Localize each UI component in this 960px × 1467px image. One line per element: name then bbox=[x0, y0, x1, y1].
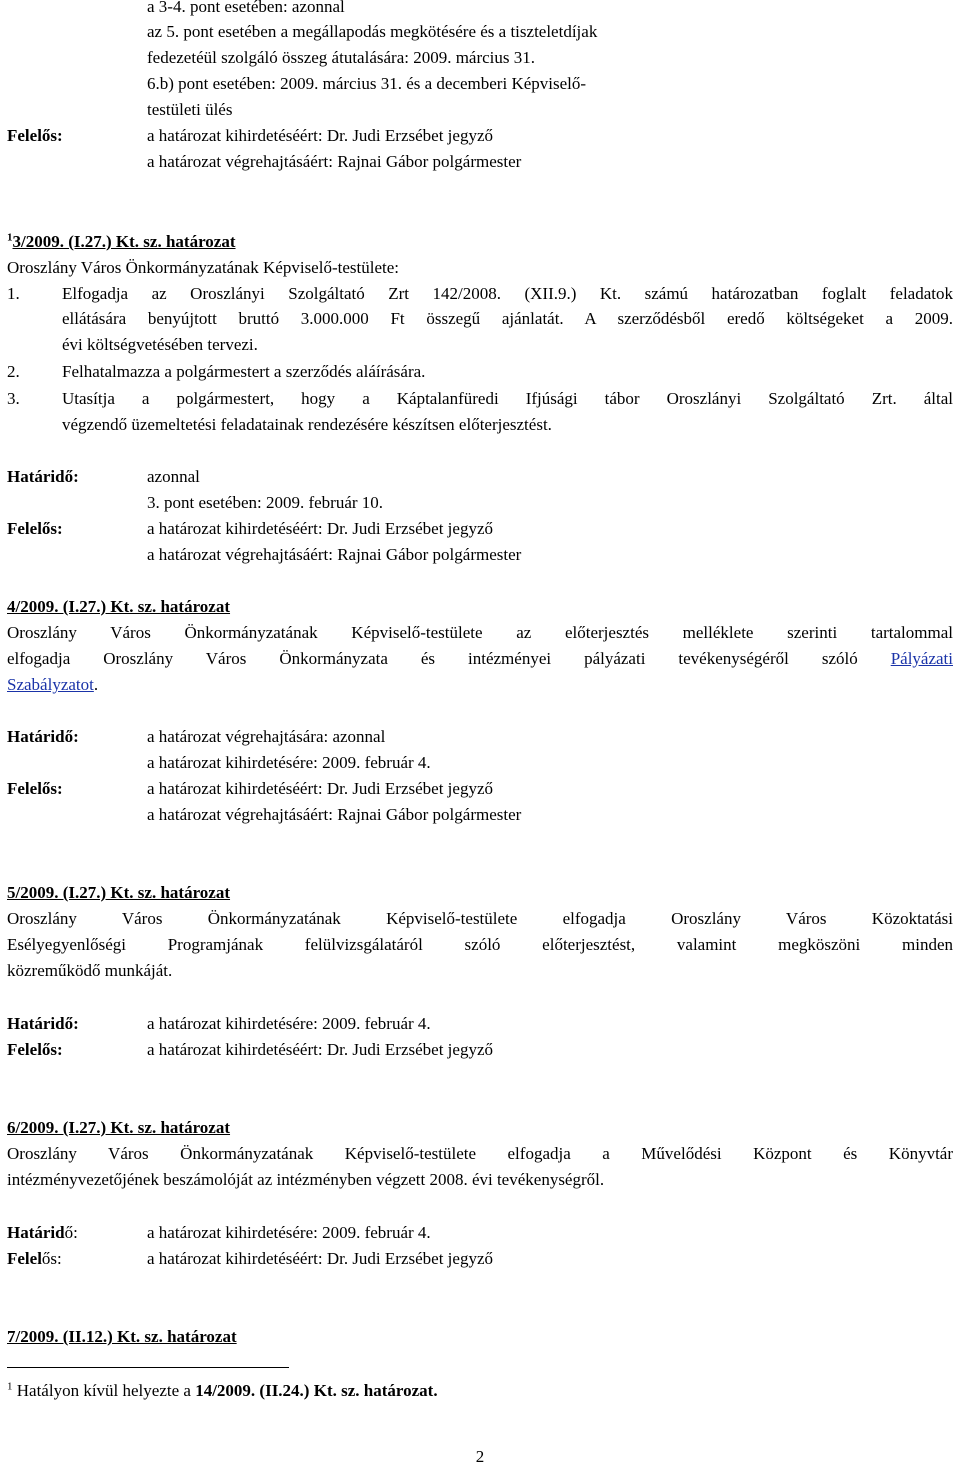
resolution-6-hatarido-label-bold: Határid bbox=[7, 1223, 65, 1242]
resolution-5-felelos-label: Felelős: bbox=[7, 1040, 63, 1059]
resolution-5-body-line1: Oroszlány Város Önkormányzatának Képviselő-testülete elfogadja Oroszlány Város Közoktatási bbox=[7, 909, 953, 928]
document-page bbox=[7, 0, 953, 1465]
resolution-5-hatarido-label: Határidő: bbox=[7, 1014, 79, 1033]
resolution-3-title bbox=[7, 232, 236, 252]
resolution-3-item2-num: 2. bbox=[7, 362, 20, 381]
resolution-6-felelos: a határozat kihirdetéséért: Dr. Judi Erzsébet jegyző bbox=[147, 1249, 493, 1268]
resolution-3-hatarido-label: Határidő: bbox=[7, 467, 79, 486]
resolution-3-felelos-label: Felelős: bbox=[7, 519, 63, 538]
footnote-text: Hatályon kívül helyezte a bbox=[12, 1381, 196, 1400]
resolution-3-item1-line1: Elfogadja az Oroszlányi Szolgáltató Zrt 142/2008. (XII.9.) Kt. számú határozatban foglalt feladatok bbox=[62, 284, 953, 303]
top-line-3: fedezetéül szolgáló összeg átutalására: 2009. március 31. bbox=[147, 48, 536, 67]
footnote-ref[interactable]: 1 bbox=[7, 231, 13, 244]
resolution-5-felelos: a határozat kihirdetéséért: Dr. Judi Erzsébet jegyző bbox=[147, 1040, 493, 1059]
resolution-5-hatarido: a határozat kihirdetésére: 2009. február 4. bbox=[147, 1014, 431, 1033]
resolution-6-hatarido-label bbox=[7, 1223, 78, 1243]
resolution-6-body-line1: Oroszlány Város Önkormányzatának Képviselő-testülete elfogadja a Művelődési Központ és Könyvtár bbox=[7, 1144, 953, 1163]
resolution-3-item2: Felhatalmazza a polgármestert a szerződés aláírására. bbox=[62, 362, 426, 381]
resolution-4-felelos-label: Felelős: bbox=[7, 779, 63, 798]
resolution-6-hatarido-label-rest: ő: bbox=[64, 1223, 78, 1242]
top-line-5: testületi ülés bbox=[147, 100, 233, 119]
resolution-6-felelos-label-bold: Felel bbox=[7, 1249, 42, 1268]
resolution-6-felelos-label bbox=[7, 1249, 62, 1269]
resolution-3-felelos-1: a határozat kihirdetéséért: Dr. Judi Erzsébet jegyző bbox=[147, 519, 493, 538]
resolution-3-title-text: 3/2009. (I.27.) Kt. sz. határozat bbox=[12, 232, 236, 251]
footnote-marker: 1 bbox=[7, 1380, 13, 1393]
top-felelos-label: Felelős: bbox=[7, 126, 63, 145]
resolution-3-item1-line3: évi költségvetésében tervezi. bbox=[62, 335, 258, 354]
resolution-4-felelos-2: a határozat végrehajtásáért: Rajnai Gábor polgármester bbox=[147, 805, 522, 824]
resolution-3-felelos-2: a határozat végrehajtásáért: Rajnai Gábor polgármester bbox=[147, 545, 522, 564]
resolution-3-hatarido-2: 3. pont esetében: 2009. február 10. bbox=[147, 493, 384, 512]
resolution-7-title: 7/2009. (II.12.) Kt. sz. határozat bbox=[7, 1327, 237, 1346]
resolution-4-hatarido-2: a határozat kihirdetésére: 2009. február 4. bbox=[147, 753, 431, 772]
resolution-3-intro: Oroszlány Város Önkormányzatának Képviselő-testülete: bbox=[7, 258, 399, 277]
top-felelos-1: a határozat kihirdetéséért: Dr. Judi Erzsébet jegyző bbox=[147, 126, 493, 145]
resolution-4-body-line3 bbox=[7, 675, 98, 695]
resolution-3-item1-line2: ellátására benyújtott bruttó 3.000.000 Ft összegű ajánlatát. A szerződésből eredő költségeket a 2009. bbox=[62, 309, 953, 328]
resolution-6-hatarido: a határozat kihirdetésére: 2009. február 4. bbox=[147, 1223, 431, 1242]
top-line-1: a 3-4. pont esetében: azonnal bbox=[147, 0, 345, 16]
resolution-5-body-line2: Esélyegyenlőségi Programjának felülvizsgálatáról szóló előterjesztést, valamint megköszöni minden bbox=[7, 935, 953, 954]
palyazati-szabalyzat-link-cont[interactable]: Szabályzatot bbox=[7, 675, 94, 694]
top-felelos-2: a határozat végrehajtásáért: Rajnai Gábor polgármester bbox=[147, 152, 522, 171]
resolution-4-body-end: . bbox=[93, 675, 99, 694]
resolution-5-body-line3: közreműködő munkáját. bbox=[7, 961, 173, 980]
resolution-3-item3-num: 3. bbox=[7, 389, 20, 408]
resolution-4-felelos-1: a határozat kihirdetéséért: Dr. Judi Erzsébet jegyző bbox=[147, 779, 493, 798]
resolution-6-felelos-label-rest: ős: bbox=[41, 1249, 62, 1268]
resolution-4-hatarido-1: a határozat végrehajtására: azonnal bbox=[147, 727, 386, 746]
resolution-3-hatarido-1: azonnal bbox=[147, 467, 200, 486]
resolution-4-body-line2 bbox=[7, 649, 953, 669]
resolution-6-body-line2: intézményvezetőjének beszámolóját az intézményben végzett 2008. évi tevékenységről. bbox=[7, 1170, 605, 1189]
resolution-4-body-line2-text: elfogadja Oroszlány Város Önkormányzata és intézményei pályázati tevékenységéről szóló bbox=[7, 649, 891, 668]
resolution-4-hatarido-label: Határidő: bbox=[7, 727, 79, 746]
resolution-3-item3-line2: végzendő üzemeltetési feladatainak rendezésére készítsen előterjesztést. bbox=[62, 415, 552, 434]
resolution-3-item3-line1: Utasítja a polgármestert, hogy a Káptalanfüredi Ifjúsági tábor Oroszlányi Szolgáltató Zrt. által bbox=[62, 389, 953, 408]
palyazati-szabalyzat-link[interactable]: Pályázati bbox=[890, 649, 953, 668]
resolution-4-body-line1: Oroszlány Város Önkormányzatának Képviselő-testülete az előterjesztés melléklete szerinti tartalommal bbox=[7, 623, 953, 642]
resolution-6-title: 6/2009. (I.27.) Kt. sz. határozat bbox=[7, 1118, 231, 1137]
resolution-5-title: 5/2009. (I.27.) Kt. sz. határozat bbox=[7, 883, 231, 902]
top-line-4: 6.b) pont esetében: 2009. március 31. és a decemberi Képviselő- bbox=[147, 74, 587, 93]
top-line-2: az 5. pont esetében a megállapodás megkötésére és a tiszteletdíjak bbox=[147, 22, 598, 41]
resolution-4-title: 4/2009. (I.27.) Kt. sz. határozat bbox=[7, 597, 231, 616]
page-number: 2 bbox=[475, 1447, 485, 1466]
resolution-3-item1-num: 1. bbox=[7, 284, 20, 303]
footnote-divider bbox=[7, 1367, 289, 1368]
footnote-reference: 14/2009. (II.24.) Kt. sz. határozat. bbox=[195, 1381, 438, 1400]
footnote bbox=[7, 1381, 438, 1401]
